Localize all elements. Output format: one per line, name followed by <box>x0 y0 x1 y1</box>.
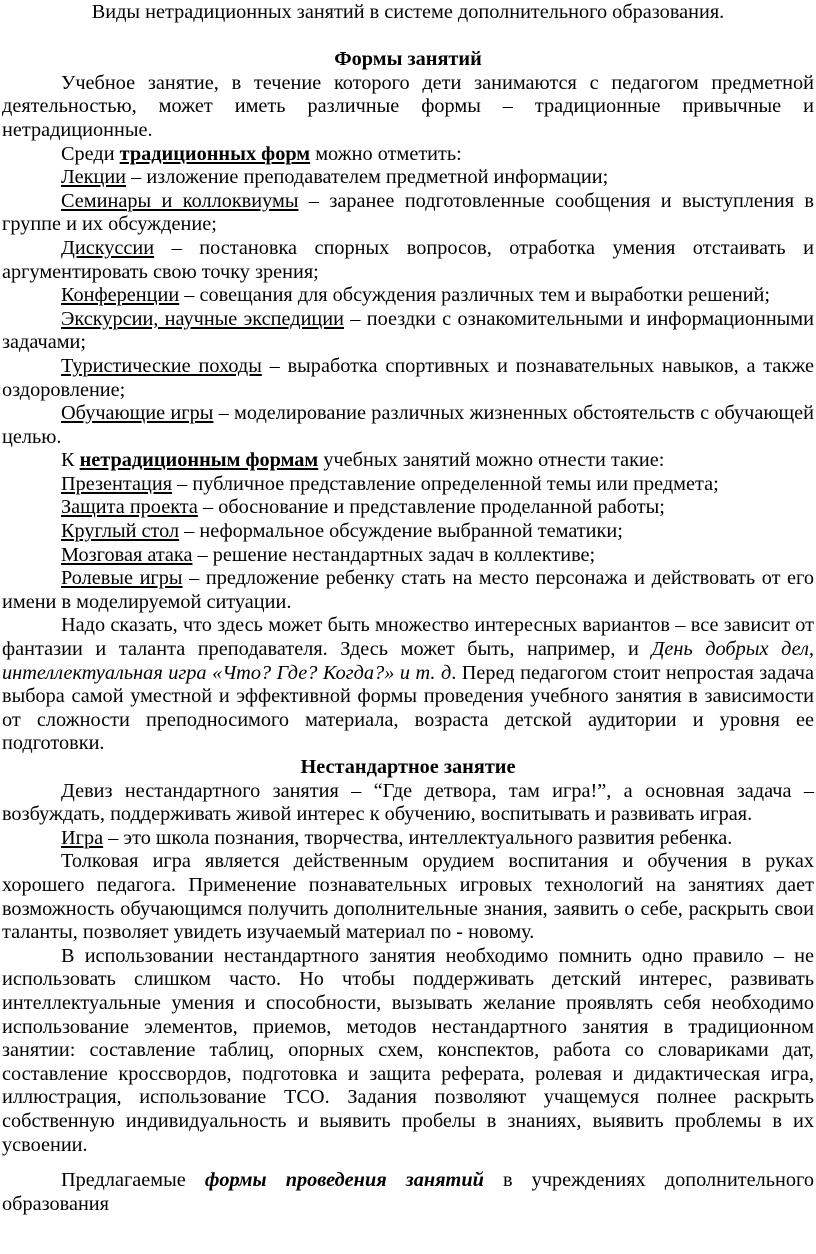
item-desc: – неформальное обсуждение выбранной тематики; <box>179 520 623 543</box>
motto-paragraph: Девиз нестандартного занятия – “Где детвора, там игра!”, а основная задача – возбуждать, поддерживать живой интерес к обучению, воспитывать и развивать играя. <box>2 779 814 826</box>
variants-paragraph: Надо сказать, что здесь может быть множество интересных вариантов – все зависит от фантазии и таланта преподавателя. Здесь может быть, например, и День добрых дел, интеллектуальная игра «Что? Где? Когда?» и т. д. Перед педагогом стоит непростая задача выбора самой уместной и эффективной формы проведения учебного занятия в зависимости от сложности преподносимого материала, возраста детской аудитории и уровня ее подготовки. <box>2 614 814 755</box>
traditional-item-lectures <box>2 166 814 190</box>
item-desc: – решение нестандартных задач в коллективе; <box>192 543 596 566</box>
traditional-forms-term: традиционных форм <box>119 142 311 165</box>
intro-paragraph: Учебное занятие, в течение которого дети занимаются с педагогом предметной деятельностью, может иметь различные формы – традиционные привычные и нетрадиционные. <box>2 71 814 141</box>
item-desc: – обоснование и представление проделанной работы; <box>197 496 665 519</box>
game-tool-paragraph: Толковая игра является действенным орудием воспитания и обучения в руках хорошего педагога. Применение познавательных игровых технологий на занятиях дает возможность обучающимся получить дополнительные знания, заявить о себе, раскрыть свои таланты, позволяет увидеть изучаемый материал по - новому. <box>2 850 814 944</box>
nontraditional-forms-lead: К нетрадиционным формам учебных занятий можно отнести такие: <box>61 449 665 472</box>
rule-paragraph: В использовании нестандартного занятия необходимо помнить одно правило – не использовать слишком часто. Но чтобы поддерживать детский интерес, развивать интеллектуальные умения и способности, вызывать желание проявлять себя необходимо использование элементов, приемов, методов нестандартного занятия в традиционном занятии: составление таблиц, опорных схем, конспектов, работа со словариками дат, составление кроссвордов, подготовка и защита реферата, ролевая и дидактическая игра, иллюстрация, использование ТСО. Задания позволяют учащемуся полнее раскрыть собственную индивидуальность и выявить пробелы в знаниях, выявить проблемы в их усвоении. <box>2 944 814 1156</box>
traditional-item-excursions <box>2 308 814 355</box>
item-desc: – поездки с ознакомительными и информационными задачами; <box>2 307 814 354</box>
traditional-item-discussions <box>2 237 814 284</box>
item-desc: – постановка спорных вопросов, отработка умения отстаивать и аргументировать свою точку зрения; <box>2 236 814 283</box>
blank-line <box>2 25 814 49</box>
nontraditional-item-round-table <box>2 520 814 544</box>
item-term: Экскурсии, научные экспедиции <box>61 307 344 330</box>
item-desc: – предложение ребенку стать на место персонажа и действовать от его имени в моделируемой ситуации. <box>2 567 814 613</box>
item-desc: – совещания для обсуждения различных тем и выработки решений; <box>179 284 771 307</box>
traditional-item-hikes <box>2 355 814 402</box>
final-term: формы проведения занятий <box>204 1169 484 1192</box>
nontraditional-item-role-games <box>2 567 814 614</box>
nontraditional-item-project <box>2 496 814 520</box>
item-term: Ролевые игры <box>61 567 183 590</box>
item-term: Туристические походы <box>61 354 262 377</box>
nontraditional-item-presentation <box>2 473 814 497</box>
document-page <box>2 1 814 1216</box>
traditional-item-conferences <box>2 284 814 308</box>
game-term: Игра <box>61 826 104 849</box>
item-term: Лекции <box>61 166 127 189</box>
item-term: Конференции <box>61 284 180 307</box>
document-title: Виды нетрадиционных занятий в системе дополнительного образования. <box>91 1 725 23</box>
nontraditional-forms-term: нетрадиционным формам <box>79 449 319 472</box>
item-term: Дискуссии <box>61 236 155 259</box>
traditional-item-games <box>2 402 814 449</box>
section-heading-forms: Формы занятий <box>334 48 482 71</box>
item-term: Защита проекта <box>61 496 198 519</box>
item-term: Обучающие игры <box>61 402 214 425</box>
item-desc: – заранее подготовленные сообщения и выступления в группе и их обсуждение; <box>2 189 815 236</box>
nontraditional-item-brainstorm <box>2 544 814 568</box>
final-paragraph: Предлагаемые формы проведения занятий в учреждениях дополнительного образования <box>2 1169 814 1215</box>
item-term: Семинары и коллоквиумы <box>61 189 299 212</box>
traditional-forms-lead: Среди традиционных форм можно отметить: <box>61 142 462 165</box>
item-desc: – выработка спортивных и познавательных навыков, а также оздоровление; <box>2 354 814 401</box>
variants-examples: День добрых дел, интеллектуальная игра «Что? Где? Когда?» и т. д <box>2 638 814 684</box>
blank-line <box>2 1157 814 1169</box>
item-term: Презентация <box>61 472 173 495</box>
traditional-item-seminars <box>2 190 814 237</box>
item-desc: – публичное представление определенной темы или предмета; <box>172 472 719 495</box>
item-desc: – изложение преподавателем предметной информации; <box>126 166 609 189</box>
item-term: Круглый стол <box>61 520 180 543</box>
item-desc: – моделирование различных жизненных обстоятельств с обучающей целью. <box>2 402 815 448</box>
section-heading-nonstandard: Нестандартное занятие <box>300 756 516 778</box>
item-term: Мозговая атака <box>61 543 193 566</box>
game-definition: Игра – это школа познания, творчества, интеллектуального развития ребенка. <box>61 826 733 849</box>
